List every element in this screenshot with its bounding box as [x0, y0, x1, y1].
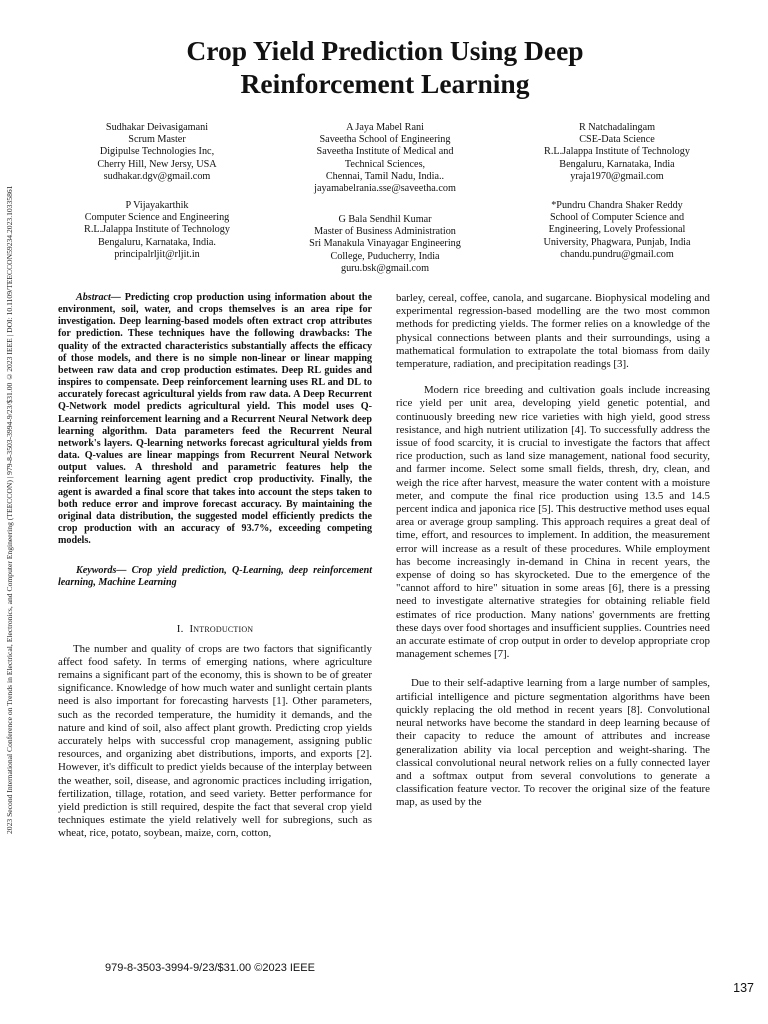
author-affil: Master of Business Administration: [314, 226, 456, 238]
author-block-5: [280, 214, 490, 275]
intro-paragraph: The number and quality of crops are two factors that significantly affect food safety. In terms of emerging nations, where agriculture remains a significant part of the economy, this is shown to be of greater significance. Knowledge of how much water and sunlight certain plants need is also important for forecasting harvests [1]. Other parameters, such as the recorded temperature, the humidity it demands, and the nature and kind of soil, also affect plant growth. Predicting crop yields accurately helps with successful crop management, assigning public resources, and organizing abet distributions, imports, and exports [2]. However, it's difficult to predict yields because of the interplay between the weather, soil, disease, and agronomic practices including irrigation, fertilization, tillage, rotation, and seed variety. Better performance for yield prediction is still required, despite the fact that several crop yield techniques estimate the yield relatively well for subregions, such as wheat, rice, potato, soybean, maize, corn, cotton,: [58, 642, 372, 840]
author-name: Sudhakar Deivasigamani: [105, 122, 209, 133]
author-name: A Jaya Mabel Rani: [346, 122, 424, 133]
left-column: [58, 292, 372, 841]
author-block-6: [512, 200, 722, 261]
author-email: sudhakar.dgv@gmail.com: [103, 170, 211, 182]
section-title: Introduction: [189, 622, 254, 635]
author-email: jayamabelrania.sse@saveetha.com: [314, 183, 456, 195]
body-paragraph: Modern rice breeding and cultivation goals include increasing rice yield per unit area, developing yield genetic potential, and continuously breeding new rice varieties with high yield, good stress resistance, and high nutrient utilization [4]. To successfully address the issue of food scarcity, it is crucial to investigate the factors that affect rice production, such as land size management, national food security, and farmer income. Select some small fields, thresh, dry, clean, and weigh the rice after harvest, measure the water content with a moisture meter, and compute the final rice production using 13.5 and 14.5 percent indica and japonica rice [5]. This destructive method uses equal area or average group sampling. This approach requires a great deal of time, effort, and resources to implement. In addition, the measurement error will increase as a result of these procedures. While employment has become increasingly in-demand in China in recent years, the expense of doing so has skyrocketed. Due to the emergence of the "cannot afford to hire" situation in some areas [6], there is a pressing need to investigate alternative strategies for obtaining reliable field estimates of rice production. Many nations' governments are fretting these days over food shortages and insufficient supplies. Countries need an accurate estimate of crop output in order to develop appropriate crop management schemes [7].: [396, 384, 710, 661]
paragraph-gap: [396, 661, 710, 677]
author-block-1: [52, 122, 262, 183]
author-affil: Computer Science and Engineering: [84, 212, 230, 224]
author-block-3: [512, 122, 722, 183]
author-affil: Bengaluru, Karnataka, India.: [98, 236, 216, 248]
footer-isbn: 979-8-3503-3994-9/23/$31.00 ©2023 IEEE: [105, 962, 315, 974]
author-affil: Scrum Master: [128, 134, 186, 146]
author-name: P Vijayakarthik: [125, 200, 189, 211]
author-affil: CSE-Data Science: [579, 134, 655, 146]
author-email: chandu.pundru@gmail.com: [560, 248, 674, 260]
author-email: yraja1970@gmail.com: [570, 170, 664, 182]
title-line-1: Crop Yield Prediction Using Deep: [186, 35, 584, 66]
keywords: Keywords— Crop yield prediction, Q-Learning, deep reinforcement learning, Machine Learning: [58, 565, 372, 589]
author-affil: University, Phagwara, Punjab, India: [543, 236, 691, 248]
paper-title: [60, 34, 710, 100]
author-affil: Saveetha School of Engineering: [319, 134, 451, 146]
author-affil: Digipulse Technologies Inc,: [99, 146, 215, 158]
author-affil: Engineering, Lovely Professional: [548, 224, 686, 236]
section-number: I.: [176, 622, 184, 635]
author-name: R Natchadalingam: [578, 122, 656, 133]
author-affil: R.L.Jalappa Institute of Technology: [84, 224, 230, 236]
author-email: principalrljit@rljit.in: [114, 248, 200, 260]
author-affil: Bengaluru, Karnataka, India: [559, 158, 675, 170]
abstract-text: Predicting crop production using information about the environment, soil, water, and crops themselves is an area ripe for investigation. Deep learning-based models often extract crop attributes for prediction. These techniques have the following drawbacks: The quality of the extracted characteristics substantially affects the efficacy of those models, and there is no simple non-linear or linear mapping between raw data and crop production estimates. Deep RL guides and inspires to compensate. Deep reinforcement learning uses RL and DL to accurately forecast agricultural yields from raw data. A Deep Recurrent Q-Network model predicts agricultural yield. This model uses Q-Learning reinforcement learning and a Recurrent Neural Network deep learning algorithm. Data parameters feed the Recurrent Neural network's layers. Q-learning networks forecast agricultural yields from data. Q-values are linear mappings from Recurrent Neural Network output values. A threshold and parametric features help the reinforcement learning agent predict crop productivity. Finally, the agent is awarded a final score that takes into account the steps taken to both reduce error and improve forecast accuracy. By maintaining the original data distribution, the suggested model efficiently predicts the crop production with an accuracy of 93.7%, exceeding competing models.: [58, 292, 372, 547]
author-block-4: [52, 200, 262, 261]
author-affil: Chennai, Tamil Nadu, India..: [325, 170, 445, 182]
author-affil: Cherry Hill, New Jersy, USA: [97, 158, 217, 170]
body-paragraph: Due to their self-adaptive learning from a large number of samples, artificial intelligence and picture segmentation algorithms have been quickly replacing the old method in recent years [8]. Convolutional neural networks have become the standard in deep learning because of their capacity to reduce the amount of attributes and increase generalization ability via local perception and weight-sharing. The classical convolutional neural network relies on a fully connected layer and a softmax output from several convolutions to generate a classification feature vector. To recover the original size of the feature map, as used by the: [396, 677, 710, 809]
author-affil: Technical Sciences,: [344, 158, 426, 170]
author-name: *Pundru Chandra Shaker Reddy: [551, 200, 683, 211]
title-line-2: Reinforcement Learning: [240, 68, 530, 99]
author-affil: College, Puducherry, India: [330, 250, 440, 262]
abstract-label: Abstract—: [76, 292, 121, 303]
author-affil: R.L.Jalappa Institute of Technology: [544, 146, 690, 158]
section-heading: [58, 623, 372, 635]
author-affil: School of Computer Science and: [549, 212, 685, 224]
body-paragraph: barley, cereal, coffee, canola, and sugarcane. Biophysical modeling and experimental regression-based modelling are the two most common methods for predicting yields. The former relies on a knowledge of the physical connections between plants and their surroundings, using a mathematical formulation to extrapolate the total biomass from daily temperature, radiation, and precipitation readings [3].: [396, 292, 710, 371]
abstract: [58, 292, 372, 547]
copyright-sidebar: 2023 Second International Conference on Trends in Electrical, Electronics, and Computer Engineering (TEECCON) | 979-8-3503-3994-9/23/$31.00 ©2023 IEEE | DOI: 10.1109/TEECCON59234.2023.10335861: [5, 185, 14, 835]
right-column: [396, 292, 710, 810]
author-block-2: [280, 122, 490, 195]
author-name: G Bala Sendhil Kumar: [338, 214, 432, 225]
author-affil: Saveetha Institute of Medical and: [316, 146, 454, 158]
page-number: 137: [733, 981, 754, 995]
paragraph-gap: [396, 371, 710, 384]
author-affil: Sri Manakula Vinayagar Engineering: [309, 238, 461, 250]
author-email: guru.bsk@gmail.com: [340, 262, 430, 274]
